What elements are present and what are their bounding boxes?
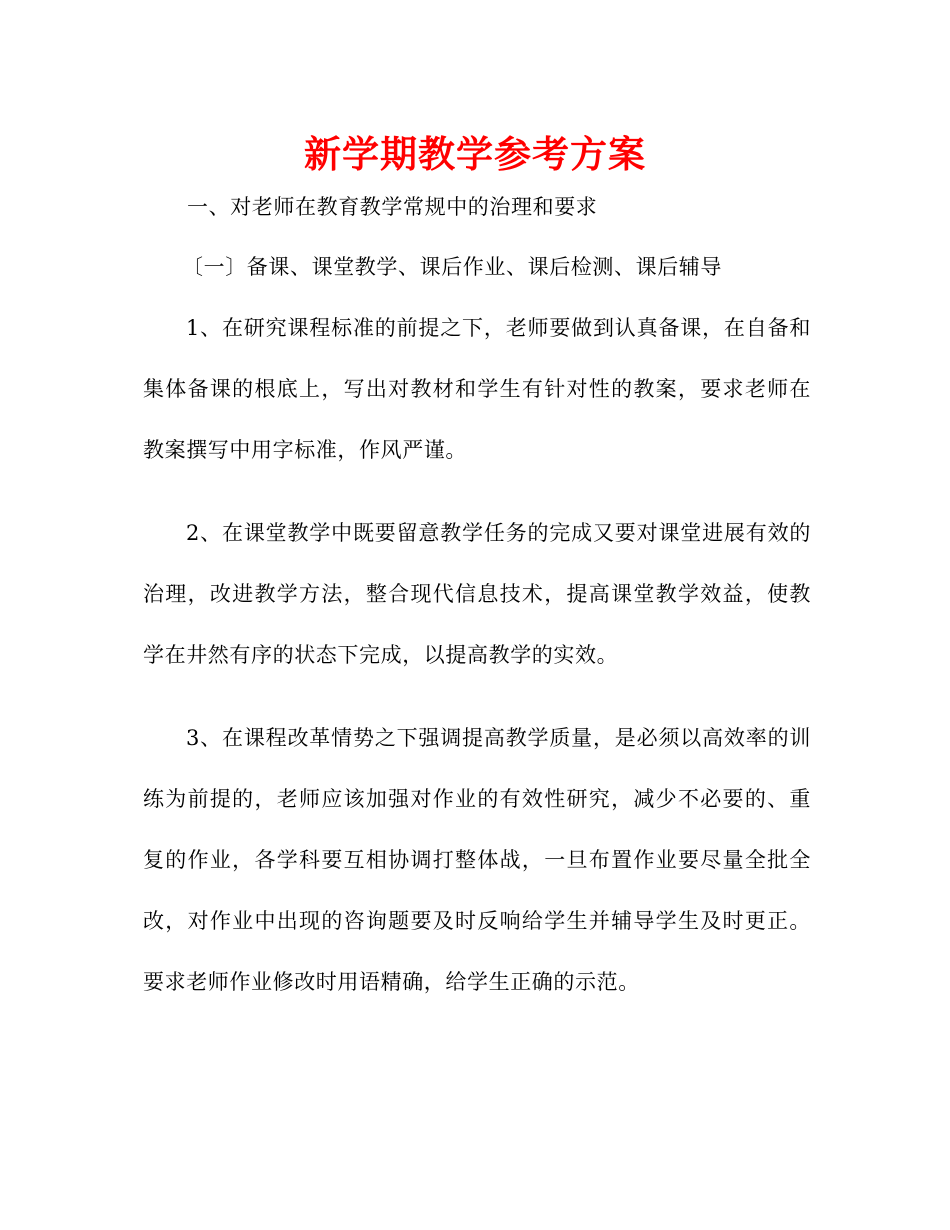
section-heading: 一、对老师在教育教学常规中的治理和要求 — [187, 195, 598, 219]
document-title: 新学期教学参考方案 — [304, 133, 646, 176]
subsection-heading: 〔一〕备课、课堂教学、课后作业、课后检测、课后辅导 — [182, 255, 722, 279]
paragraph-1: 1、在研究课程标准的前提之下，老师要做到认真备课，在自备和集体备课的根底上，写出对教材和学生有针对性的教案，要求老师在教案撰写中用字标准，作风严谨。 — [143, 316, 811, 462]
paragraph-2: 2、在课堂教学中既要留意教学任务的完成又要对课堂进展有效的治理，改进教学方法，整合现代信息技术，提高课堂教学效益，使教学在井然有序的状态下完成，以提高教学的实效。 — [143, 521, 811, 667]
paragraph-3: 3、在课程改革情势之下强调提高教学质量，是必须以高效率的训练为前提的，老师应该加强对作业的有效性研究，减少不必要的、重复的作业，各学科要互相协调打整体战，一旦布置作业要尽量全批全改，对作业中出现的咨询题要及时反响给学生并辅导学生及时更正。要求老师作业修改时用语精确，给学生正确的示范。 — [143, 726, 811, 994]
